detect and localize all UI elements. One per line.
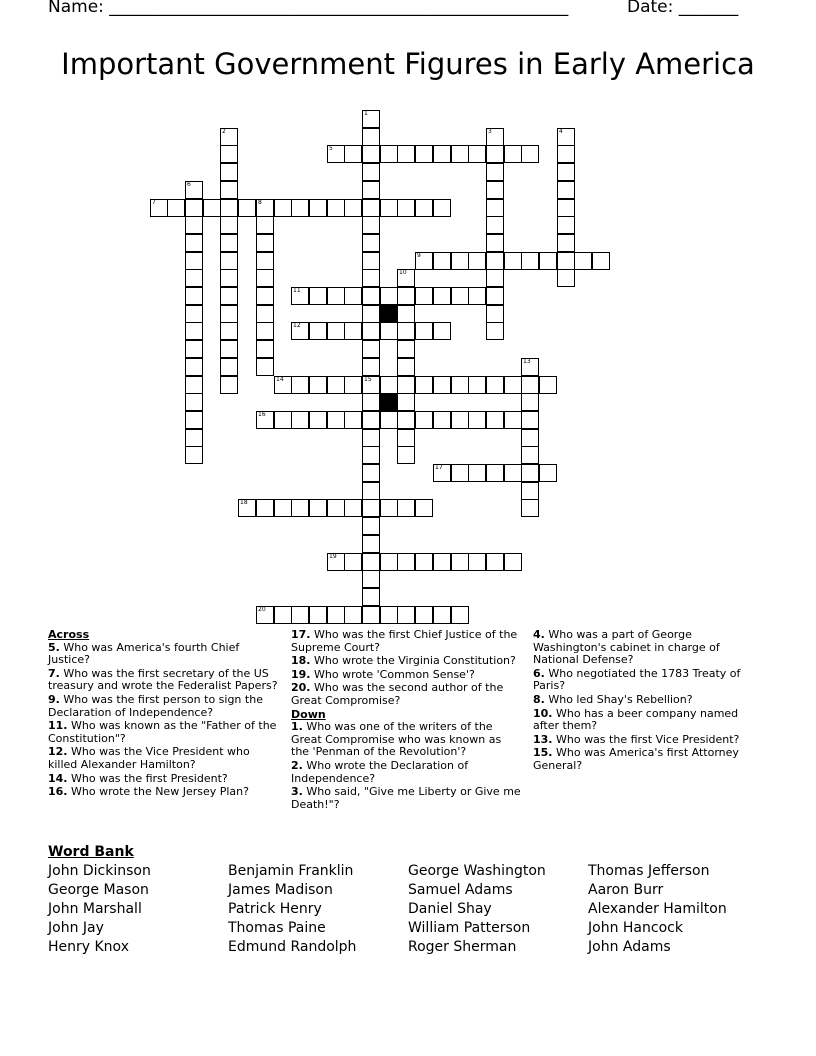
crossword-cell[interactable] — [380, 499, 398, 517]
crossword-cell[interactable] — [327, 376, 345, 394]
word-bank-item: John Jay — [48, 920, 104, 936]
crossword-cell[interactable] — [557, 145, 575, 163]
crossword-cell[interactable] — [309, 287, 327, 305]
word-bank-item: Patrick Henry — [228, 901, 322, 917]
crossword-cell[interactable] — [433, 252, 451, 270]
crossword-cell[interactable] — [362, 606, 380, 624]
crossword-cell[interactable] — [362, 499, 380, 517]
crossword-cell[interactable] — [557, 163, 575, 181]
crossword-cell[interactable] — [362, 234, 380, 252]
crossword-cell[interactable] — [380, 322, 398, 340]
crossword-cell[interactable] — [291, 376, 309, 394]
crossword-cell[interactable] — [185, 322, 203, 340]
crossword-cell[interactable] — [362, 535, 380, 553]
crossword-cell[interactable] — [220, 163, 238, 181]
clue-down-15: 15. Who was America's first Attorney General? — [533, 746, 739, 772]
crossword-cell[interactable] — [274, 499, 292, 517]
crossword-cell[interactable] — [557, 252, 575, 270]
crossword-cell[interactable] — [397, 553, 415, 571]
crossword-cell[interactable] — [486, 411, 504, 429]
crossword-cell[interactable] — [397, 287, 415, 305]
crossword-cell[interactable] — [397, 446, 415, 464]
crossword-cell[interactable] — [415, 411, 433, 429]
crossword-cell[interactable] — [256, 305, 274, 323]
clue-number: 20 — [258, 606, 266, 613]
crossword-cell[interactable] — [185, 199, 203, 217]
crossword-cell[interactable] — [185, 252, 203, 270]
crossword-cell[interactable] — [362, 181, 380, 199]
crossword-cell[interactable] — [380, 376, 398, 394]
word-bank-item: Thomas Paine — [228, 920, 326, 936]
clue-number: 7 — [152, 199, 156, 206]
crossword-cell[interactable] — [344, 199, 362, 217]
crossword-cell[interactable] — [291, 199, 309, 217]
crossword-cell[interactable] — [274, 411, 292, 429]
clue-number: 2 — [222, 128, 226, 135]
crossword-cell[interactable] — [397, 145, 415, 163]
crossword-cell[interactable] — [344, 376, 362, 394]
word-bank-item: Alexander Hamilton — [588, 901, 727, 917]
crossword-cell[interactable] — [185, 305, 203, 323]
crossword-cell[interactable] — [256, 358, 274, 376]
crossword-cell[interactable] — [309, 322, 327, 340]
crossword-cell[interactable] — [220, 269, 238, 287]
crossword-cell[interactable] — [397, 305, 415, 323]
crossword-cell[interactable] — [521, 393, 539, 411]
word-bank-item: William Patterson — [408, 920, 531, 936]
crossword-cell[interactable] — [185, 376, 203, 394]
crossword-cell[interactable] — [521, 411, 539, 429]
word-bank-item: Samuel Adams — [408, 882, 513, 898]
crossword-cell[interactable] — [185, 287, 203, 305]
crossword-cell[interactable] — [327, 322, 345, 340]
crossword-cell[interactable] — [521, 464, 539, 482]
clue-across-14: 14. Who was the first President? — [48, 771, 228, 785]
crossword-cell[interactable] — [380, 287, 398, 305]
crossword-cell[interactable] — [380, 199, 398, 217]
crossword-cell[interactable] — [433, 287, 451, 305]
crossword-cell[interactable] — [397, 376, 415, 394]
crossword-cell[interactable] — [415, 199, 433, 217]
clue-number: 15 — [364, 376, 372, 383]
crossword-cell[interactable] — [274, 199, 292, 217]
crossword-cell[interactable] — [433, 411, 451, 429]
word-bank-item: Aaron Burr — [588, 882, 664, 898]
crossword-cell[interactable] — [362, 252, 380, 270]
crossword-cell[interactable] — [220, 199, 238, 217]
clue-number: 16 — [258, 411, 266, 418]
crossword-cell[interactable] — [521, 252, 539, 270]
clue-down-10: 10. Who has a beer company named after them? — [533, 706, 739, 733]
word-bank-item: Daniel Shay — [408, 901, 492, 917]
date-field-label: Date: _______ — [627, 0, 739, 17]
crossword-cell[interactable] — [557, 181, 575, 199]
crossword-cell[interactable] — [433, 199, 451, 217]
crossword-cell[interactable] — [362, 340, 380, 358]
name-field-label: Name: ______________________________________________________ — [48, 0, 569, 17]
clue-number: 1 — [364, 110, 368, 117]
crossword-cell[interactable] — [504, 464, 522, 482]
crossword-cell[interactable] — [344, 322, 362, 340]
crossword-cell[interactable] — [415, 287, 433, 305]
crossword-cell[interactable] — [256, 340, 274, 358]
crossword-cell[interactable] — [415, 376, 433, 394]
crossword-cell[interactable] — [521, 376, 539, 394]
crossword-cell[interactable] — [397, 429, 415, 447]
crossword-cell[interactable] — [486, 252, 504, 270]
crossword-cell[interactable] — [362, 429, 380, 447]
crossword-cell[interactable] — [362, 287, 380, 305]
crossword-cell[interactable] — [557, 269, 575, 287]
crossword-cell[interactable] — [344, 499, 362, 517]
crossword-cell[interactable] — [362, 393, 380, 411]
crossword-cell[interactable] — [256, 322, 274, 340]
clue-across-5: 5. Who was America's fourth Chief Justice? — [48, 640, 240, 667]
crossword-cell[interactable] — [362, 358, 380, 376]
crossword-cell[interactable] — [433, 322, 451, 340]
word-bank-item: John Dickinson — [48, 863, 151, 879]
crossword-cell[interactable] — [397, 322, 415, 340]
clue-number: 17 — [435, 464, 443, 471]
crossword-cell[interactable] — [397, 606, 415, 624]
crossword-cell[interactable] — [185, 358, 203, 376]
clue-across-12: 12. Who was the Vice President who killed Alexander Hamilton? — [48, 745, 250, 771]
crossword-cell[interactable] — [486, 464, 504, 482]
word-bank-item: Edmund Randolph — [228, 939, 357, 955]
crossword-cell[interactable] — [415, 322, 433, 340]
crossword-cell[interactable] — [362, 269, 380, 287]
crossword-cell[interactable] — [539, 252, 557, 270]
crossword-cell[interactable] — [238, 199, 256, 217]
crossword-cell[interactable] — [220, 322, 238, 340]
crossword-cell[interactable] — [362, 570, 380, 588]
clue-number: 5 — [329, 145, 333, 152]
clue-down-8: 8. Who led Shay's Rebellion? — [533, 692, 693, 706]
crossword-cell[interactable] — [521, 446, 539, 464]
crossword-cell[interactable] — [451, 252, 469, 270]
crossword-cell[interactable] — [397, 358, 415, 376]
crossword-cell[interactable] — [486, 287, 504, 305]
crossword-cell[interactable] — [220, 145, 238, 163]
clues-column-1 — [48, 629, 278, 800]
crossword-cell[interactable] — [521, 429, 539, 447]
crossword-cell[interactable] — [327, 287, 345, 305]
crossword-cell[interactable] — [557, 234, 575, 252]
crossword-cell[interactable] — [504, 376, 522, 394]
crossword-cell[interactable] — [433, 606, 451, 624]
crossword-cell[interactable] — [468, 464, 486, 482]
crossword-cell[interactable] — [220, 216, 238, 234]
crossword-cell[interactable] — [309, 606, 327, 624]
crossword-cell[interactable] — [362, 553, 380, 571]
crossword-cell[interactable] — [220, 252, 238, 270]
word-bank-item: Thomas Jefferson — [588, 863, 710, 879]
crossword-cell[interactable] — [451, 145, 469, 163]
clue-across-18: 18. Who wrote the Virginia Constitution? — [291, 654, 516, 668]
crossword-cell[interactable] — [486, 305, 504, 323]
clue-down-13: 13. Who was the first Vice President? — [533, 732, 740, 746]
crossword-cell[interactable] — [557, 216, 575, 234]
crossword-cell[interactable] — [486, 553, 504, 571]
crossword-cell[interactable] — [185, 446, 203, 464]
crossword-cell[interactable] — [433, 553, 451, 571]
crossword-cell[interactable] — [468, 252, 486, 270]
word-bank-item: John Marshall — [48, 901, 142, 917]
crossword-cell[interactable] — [344, 145, 362, 163]
clue-number: 6 — [187, 181, 191, 188]
clue-number: 18 — [240, 499, 248, 506]
word-bank-item: Roger Sherman — [408, 939, 517, 955]
word-bank-item: George Mason — [48, 882, 149, 898]
crossword-cell[interactable] — [486, 163, 504, 181]
crossword-cell[interactable] — [327, 411, 345, 429]
crossword-cell[interactable] — [486, 269, 504, 287]
crossword-cell[interactable] — [362, 199, 380, 217]
crossword-cell[interactable] — [185, 340, 203, 358]
crossword-cell[interactable] — [256, 287, 274, 305]
crossword-cell[interactable] — [486, 181, 504, 199]
crossword-cell[interactable] — [380, 145, 398, 163]
clue-across-16: 16. Who wrote the New Jersey Plan? — [48, 785, 249, 799]
crossword-cell[interactable] — [327, 499, 345, 517]
word-bank-item: James Madison — [228, 882, 333, 898]
crossword-black-square — [380, 305, 398, 323]
word-bank-item: George Washington — [408, 863, 546, 879]
crossword-cell[interactable] — [256, 234, 274, 252]
crossword-cell[interactable] — [468, 376, 486, 394]
crossword-cell[interactable] — [380, 606, 398, 624]
crossword-cell[interactable] — [486, 216, 504, 234]
clues-column-2 — [291, 629, 521, 812]
crossword-cell[interactable] — [397, 393, 415, 411]
crossword-cell[interactable] — [256, 252, 274, 270]
crossword-cell[interactable] — [256, 499, 274, 517]
crossword-cell[interactable] — [362, 411, 380, 429]
crossword-cell[interactable] — [291, 499, 309, 517]
crossword-cell[interactable] — [327, 199, 345, 217]
crossword-cell[interactable] — [397, 499, 415, 517]
crossword-cell[interactable] — [220, 340, 238, 358]
clue-number: 3 — [488, 128, 492, 135]
crossword-cell[interactable] — [309, 376, 327, 394]
crossword-cell[interactable] — [468, 145, 486, 163]
crossword-cell[interactable] — [451, 376, 469, 394]
crossword-cell[interactable] — [486, 322, 504, 340]
word-bank-item: John Hancock — [588, 920, 683, 936]
crossword-black-square — [380, 393, 398, 411]
crossword-cell[interactable] — [380, 411, 398, 429]
across-heading: Across — [48, 628, 90, 641]
crossword-cell[interactable] — [220, 358, 238, 376]
page-title: Important Government Figures in Early America — [61, 47, 755, 81]
clue-down-2: 2. Who wrote the Declaration of Independence? — [291, 758, 469, 785]
crossword-cell[interactable] — [256, 269, 274, 287]
crossword-cell[interactable] — [220, 287, 238, 305]
crossword-cell[interactable] — [433, 145, 451, 163]
crossword-cell[interactable] — [344, 606, 362, 624]
clue-number: 11 — [293, 287, 301, 294]
crossword-cell[interactable] — [504, 145, 522, 163]
crossword-cell[interactable] — [185, 411, 203, 429]
crossword-cell[interactable] — [220, 305, 238, 323]
crossword-cell[interactable] — [362, 322, 380, 340]
crossword-cell[interactable] — [309, 499, 327, 517]
crossword-cell[interactable] — [504, 553, 522, 571]
crossword-cell[interactable] — [574, 252, 592, 270]
crossword-cell[interactable] — [362, 305, 380, 323]
clue-across-17: 17. Who was the first Chief Justice of the Supreme Court? — [291, 628, 518, 654]
crossword-cell[interactable] — [362, 446, 380, 464]
crossword-cell[interactable] — [362, 128, 380, 146]
clue-number: 13 — [523, 358, 531, 365]
crossword-cell[interactable] — [451, 287, 469, 305]
clue-across-19: 19. Who wrote 'Common Sense'? — [291, 667, 475, 681]
crossword-cell[interactable] — [486, 199, 504, 217]
crossword-cell[interactable] — [539, 376, 557, 394]
crossword-cell[interactable] — [468, 553, 486, 571]
clue-number: 8 — [258, 199, 262, 206]
crossword-cell[interactable] — [557, 199, 575, 217]
crossword-cell[interactable] — [362, 588, 380, 606]
crossword-cell[interactable] — [309, 411, 327, 429]
crossword-cell[interactable] — [451, 553, 469, 571]
word-bank-item: John Adams — [588, 939, 671, 955]
crossword-cell[interactable] — [521, 499, 539, 517]
clue-number: 4 — [559, 128, 563, 135]
down-heading: Down — [291, 707, 326, 721]
crossword-cell[interactable] — [167, 199, 185, 217]
crossword-cell[interactable] — [344, 411, 362, 429]
crossword-cell[interactable] — [185, 429, 203, 447]
crossword-cell[interactable] — [185, 234, 203, 252]
crossword-cell[interactable] — [309, 199, 327, 217]
crossword-cell[interactable] — [397, 411, 415, 429]
clue-number: 9 — [417, 252, 421, 259]
clue-across-11: 11. Who was known as the "Father of the Constitution"? — [48, 719, 277, 745]
crossword-cell[interactable] — [380, 553, 398, 571]
crossword-cell[interactable] — [415, 606, 433, 624]
crossword-cell[interactable] — [203, 199, 221, 217]
crossword-cell[interactable] — [486, 376, 504, 394]
crossword-cell[interactable] — [291, 411, 309, 429]
crossword-cell[interactable] — [274, 606, 292, 624]
crossword-cell[interactable] — [451, 606, 469, 624]
clue-across-9: 9. Who was the first person to sign the Declaration of Independence? — [48, 692, 263, 719]
crossword-cell[interactable] — [433, 376, 451, 394]
crossword-cell[interactable] — [539, 464, 557, 482]
crossword-cell[interactable] — [415, 553, 433, 571]
crossword-cell[interactable] — [362, 163, 380, 181]
crossword-cell[interactable] — [486, 145, 504, 163]
clue-down-3: 3. Who said, "Give me Liberty or Give me Death!"? — [291, 785, 521, 811]
word-bank-item: Benjamin Franklin — [228, 863, 354, 879]
crossword-cell[interactable] — [521, 145, 539, 163]
crossword-cell[interactable] — [185, 269, 203, 287]
crossword-cell[interactable] — [504, 411, 522, 429]
crossword-cell[interactable] — [220, 234, 238, 252]
crossword-cell[interactable] — [468, 411, 486, 429]
crossword-cell[interactable] — [504, 252, 522, 270]
crossword-cell[interactable] — [486, 234, 504, 252]
clue-across-20: 20. Who was the second author of the Great Compromise? — [291, 681, 504, 707]
crossword-cell[interactable] — [362, 145, 380, 163]
crossword-cell[interactable] — [344, 287, 362, 305]
clue-down-1: 1. Who was one of the writers of the Great Compromise who was known as the 'Penman of the Revolution'? — [291, 720, 502, 759]
crossword-cell[interactable] — [185, 393, 203, 411]
crossword-cell[interactable] — [592, 252, 610, 270]
clue-number: 14 — [276, 376, 284, 383]
clue-number: 12 — [293, 322, 301, 329]
crossword-cell[interactable] — [415, 499, 433, 517]
crossword-cell[interactable] — [468, 287, 486, 305]
crossword-cell[interactable] — [344, 553, 362, 571]
word-bank-title: Word Bank — [48, 844, 134, 860]
crossword-cell[interactable] — [451, 464, 469, 482]
clue-number: 19 — [329, 553, 337, 560]
crossword-cell[interactable] — [220, 376, 238, 394]
crossword-cell[interactable] — [397, 340, 415, 358]
clue-down-4: 4. Who was a part of George Washington's cabinet in charge of National Defense? — [533, 628, 720, 667]
crossword-cell[interactable] — [521, 482, 539, 500]
crossword-cell[interactable] — [185, 216, 203, 234]
crossword-cell[interactable] — [362, 464, 380, 482]
crossword-cell[interactable] — [256, 216, 274, 234]
crossword-cell[interactable] — [362, 517, 380, 535]
crossword-cell[interactable] — [415, 145, 433, 163]
crossword-cell[interactable] — [220, 181, 238, 199]
clue-down-6: 6. Who negotiated the 1783 Treaty of Paris? — [533, 666, 741, 693]
crossword-cell[interactable] — [291, 606, 309, 624]
crossword-cell[interactable] — [327, 606, 345, 624]
clues-column-3 — [533, 629, 763, 774]
crossword-cell[interactable] — [362, 482, 380, 500]
word-bank-item: Henry Knox — [48, 939, 129, 955]
clue-across-7: 7. Who was the first secretary of the US treasury and wrote the Federalist Papers? — [48, 666, 278, 693]
crossword-cell[interactable] — [397, 199, 415, 217]
crossword-cell[interactable] — [451, 411, 469, 429]
crossword-cell[interactable] — [362, 216, 380, 234]
clue-number: 10 — [399, 269, 407, 276]
